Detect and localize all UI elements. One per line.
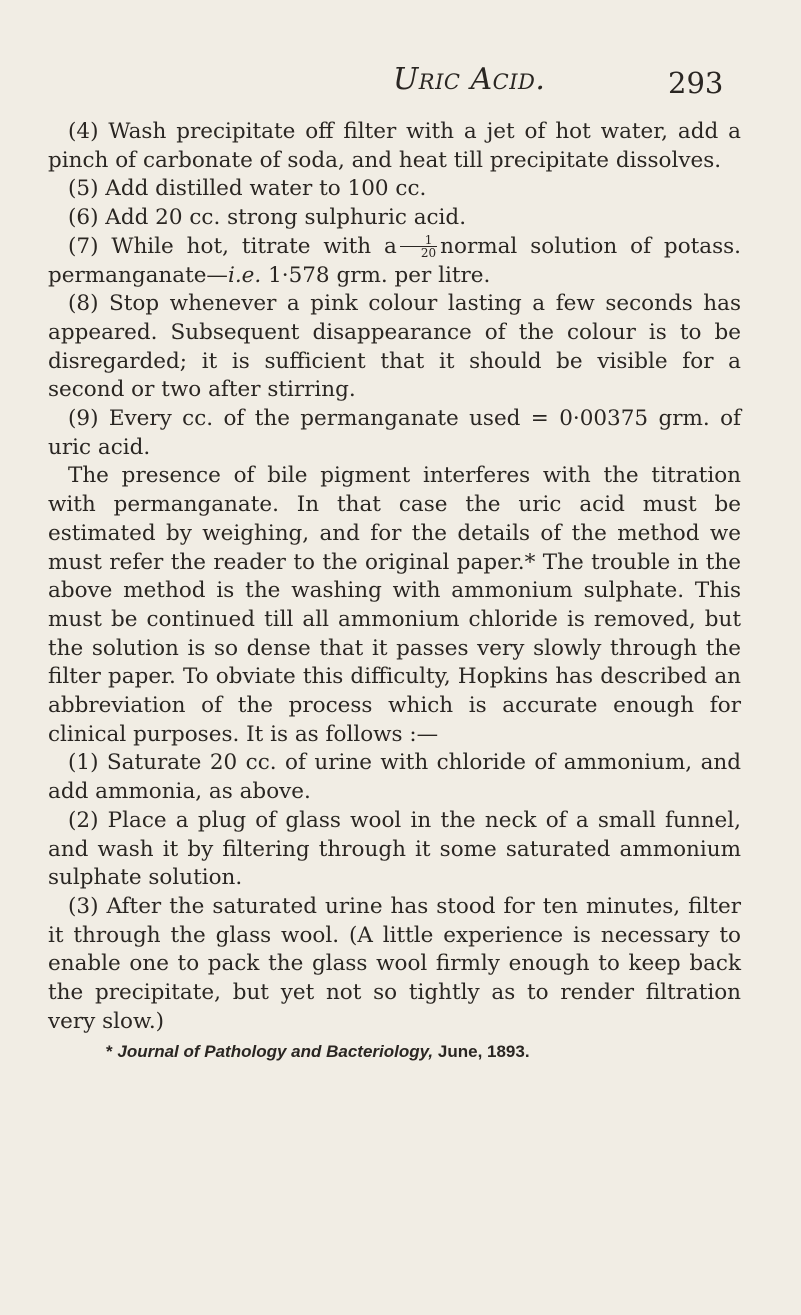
footnote — [48, 1041, 741, 1063]
footnote-marker: * — [106, 1041, 113, 1061]
step-4: (4) Wash precipitate off filter with a jet of hot water, add a pinch of carbonate of soda, and heat till precipitate dissolves. — [48, 119, 741, 173]
fraction-numerator: 1 — [400, 234, 437, 247]
footnote-journal: Journal of Pathology and Bacteriology, — [117, 1041, 434, 1061]
step-7-lead: (7) While hot, titrate with a — [68, 233, 397, 259]
step-5: (5) Add distilled water to 100 cc. — [68, 176, 427, 202]
footnote-date: June, 1893. — [437, 1041, 530, 1061]
body-text — [48, 118, 741, 1037]
step-6: (6) Add 20 cc. strong sulphuric acid. — [68, 205, 467, 231]
page-number: 293 — [668, 66, 724, 100]
hopkins-step-3: (3) After the saturated urine has stood for ten minutes, filter it through the glass wool. (A little experience is necessary to enable one to pack the glass wool firmly enough to keep back the precipitate, but yet not so tightly as to render filtration very slow.) — [48, 893, 741, 1034]
step-7 — [48, 233, 741, 290]
fraction — [400, 234, 437, 259]
step-9: (9) Every cc. of the permanganate used = 0·00375 grm. of uric acid. — [48, 406, 741, 460]
step-8: (8) Stop whenever a pink colour lasting a few seconds has appeared. Subsequent disappearance of the colour is to be disregarded; it is sufficient that it should be visible for a second or two after stirring. — [48, 291, 741, 403]
step-7-middle: normal solution of potass. permanganate— — [48, 233, 741, 288]
body-paragraph: The presence of bile pigment interferes with the titration with permanganate. In that case the uric acid must be estimated by weighing, and for the details of the method we must refer the reader to the original paper.* The trouble in the above method is the washing with ammonium sulphate. This must be continued till all ammonium chloride is removed, but the solution is so dense that it passes very slowly through the filter paper. To obviate this difficulty, Hopkins has described an abbreviation of the process which is accurate enough for clinical purposes. It is as follows :— — [48, 463, 741, 747]
fraction-denominator: 20 — [420, 246, 437, 261]
page-header — [48, 0, 741, 118]
hopkins-step-2: (2) Place a plug of glass wool in the neck of a small funnel, and wash it by filtering through it some saturated ammonium sulphate solution. — [48, 807, 741, 891]
step-7-ie: i.e. — [227, 262, 262, 288]
running-title: Uric Acid. — [393, 62, 546, 97]
step-7-end: 1·578 grm. per litre. — [268, 262, 491, 288]
hopkins-step-1: (1) Saturate 20 cc. of urine with chloride of ammonium, and add ammonia, as above. — [48, 750, 741, 805]
